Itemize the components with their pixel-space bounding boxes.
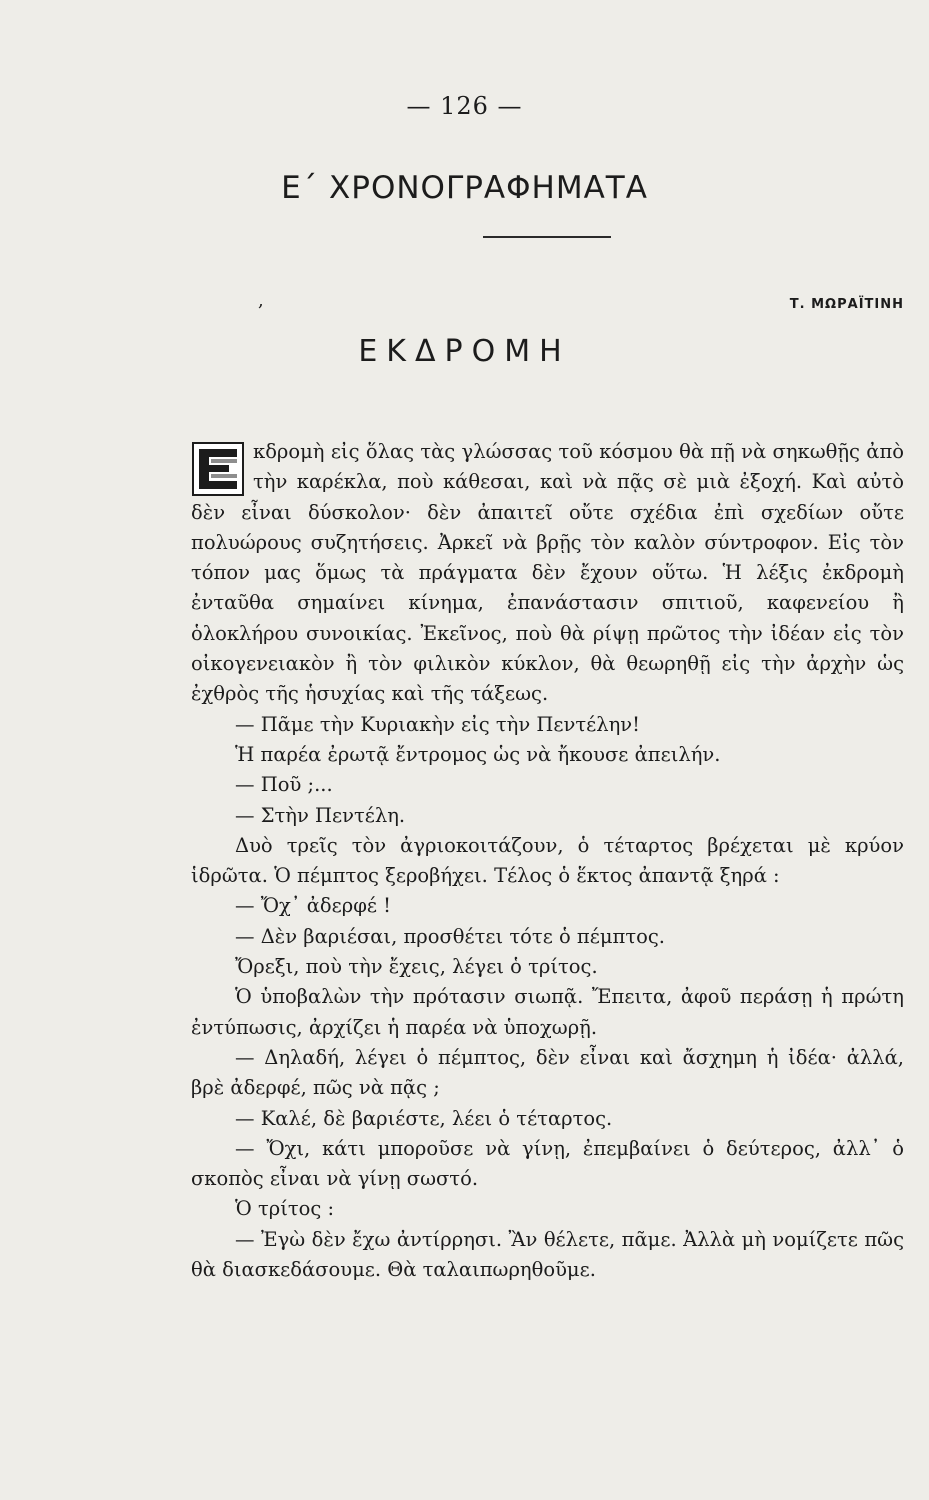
paragraph: Ἡ παρέα ἐρωτᾷ ἔντρομος ὡς νὰ ἤκουσε ἀπειλήν. [235, 742, 721, 766]
paragraph: — Στὴν Πεντέλη. [235, 803, 406, 827]
story-title: ΕΚΔΡΟΜΗ [358, 334, 571, 369]
author-name: Τ. ΜΩΡΑΪΤΙΝΗ [789, 297, 904, 312]
paragraph: — Δὲν βαριέσαι, προσθέτει τότε ὁ πέμπτος. [235, 924, 665, 948]
paragraph: — Ἐγὼ δὲν ἔχω ἀντίρρησι. Ἂν θέλετε, πᾶμε. Ἀλλὰ μὴ νομίζετε πῶς θὰ διασκεδάσουμε. Θὰ ταλαιπωρηθοῦμε. [191, 1227, 904, 1282]
paragraph: — Καλέ, δὲ βαριέστε, λέει ὁ τέταρτος. [235, 1106, 613, 1130]
paragraph: Ὄρεξι, ποὺ τὴν ἔχεις, λέγει ὁ τρίτος. [235, 955, 598, 979]
paragraph: — Ποῦ ;... [235, 773, 333, 797]
paragraph: — Δηλαδή, λέγει ὁ πέμπτος, δὲν εἶναι καὶ ἄσχημη ἡ ἰδέα· ἀλλά, βρὲ ἀδερφέ, πῶς νὰ πᾷς ; [191, 1045, 904, 1100]
article-body [191, 437, 904, 1285]
paragraph: Δυὸ τρεῖς τὸν ἀγριοκοιτάζουν, ὁ τέταρτος βρέχεται μὲ κρύον ἱδρῶτα. Ὁ πέμπτος ξεροβήχει. Τέλος ὁ ἕκτος ἀπαντᾷ ξηρά : [191, 833, 904, 888]
author-ornament: , [258, 290, 264, 311]
paragraph: κδρομὴ εἰς ὅλας τὰς γλώσσας τοῦ κόσμου θὰ πῇ νὰ σηκωθῇς ἀπὸ τὴν καρέκλα, ποὺ κάθεσαι, καὶ νὰ πᾷς σὲ μιὰ ἐξοχή. Καὶ αὐτὸ δὲν εἶναι δύσκολον· δὲν ἀπαιτεῖ οὔτε σχέδια ἐπὶ σχεδίων οὔτε πολυώρους συζητήσεις. Ἀρκεῖ νὰ βρῇς τὸν καλὸν σύντροφον. Εἰς τὸν τόπον μας ὅμως τὰ πράγματα δὲν ἔχουν οὕτω. Ἡ λέξις ἐκδρομὴ ἐνταῦθα σημαίνει κίνημα, ἐπανάστασιν σπιτιοῦ, καφενείου ἢ ὁλοκλήρου συνοικίας. Ἐκεῖνος, ποὺ θὰ ρίψῃ πρῶτος τὴν ἰδέαν εἰς τὸν οἰκογενειακὸν ἢ τὸν φιλικὸν κύκλον, θὰ θεωρηθῇ εἰς τὴν ἀρχὴν ὡς ἐχθρὸς τῆς ἡσυχίας καὶ τῆς τάξεως. [191, 440, 904, 706]
paragraph: — Πᾶμε τὴν Κυριακὴν εἰς τὴν Πεντέλην! [235, 712, 640, 736]
dropcap-epsilon-icon [191, 441, 245, 497]
section-title: Ε΄ ΧΡΟΝΟΓΡΑΦΗΜΑΤΑ [281, 170, 648, 206]
title-underline [483, 236, 611, 238]
paragraph: Ὁ τρίτος : [235, 1197, 335, 1221]
paragraph: — Ὄχ᾿ ἀδερφέ ! [235, 894, 391, 918]
paragraph: — Ὄχι, κάτι μποροῦσε νὰ γίνῃ, ἐπεμβαίνει ὁ δεύτερος, ἀλλ᾿ ὁ σκοπὸς εἶναι νὰ γίνῃ σωστό. [191, 1136, 904, 1191]
page-number: — 126 — [406, 92, 523, 120]
paragraph: Ὁ ὑποβαλὼν τὴν πρότασιν σιωπᾷ. Ἔπειτα, ἀφοῦ περάσῃ ἡ πρώτη ἐντύπωσις, ἀρχίζει ἡ παρέα νὰ ὑποχωρῇ. [191, 985, 904, 1039]
